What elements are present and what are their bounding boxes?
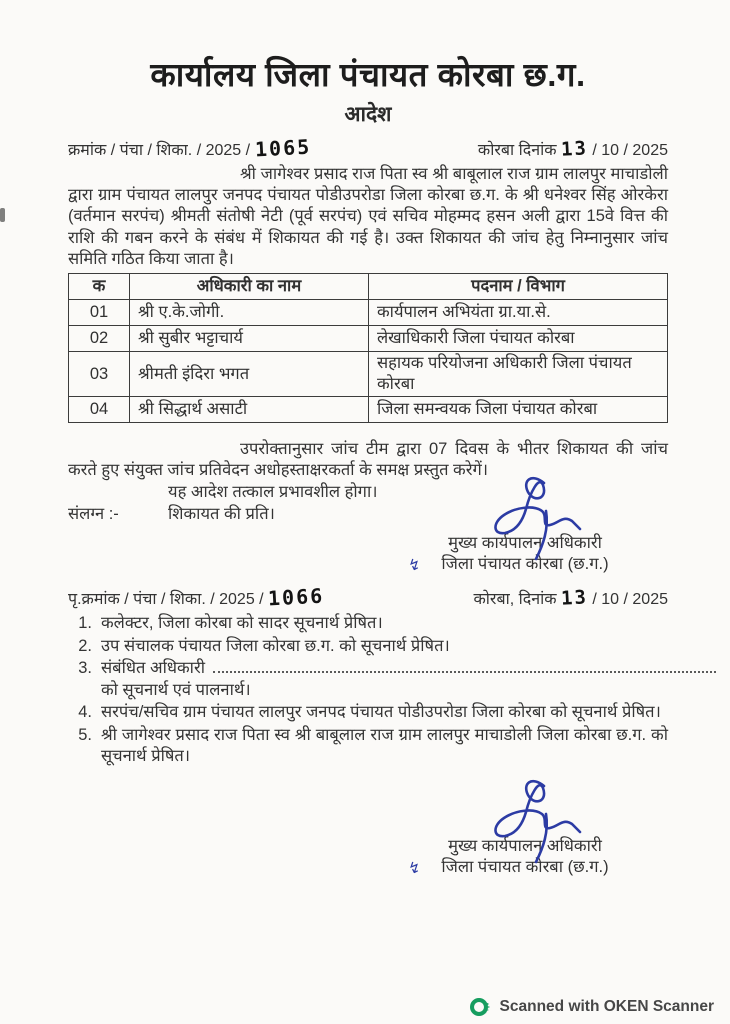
committee-table bbox=[68, 273, 668, 423]
cell-sn: 02 bbox=[69, 326, 130, 352]
list-item-text: संबंधित अधिकारी bbox=[101, 659, 205, 678]
list-item-body bbox=[101, 658, 668, 701]
instruction-paragraph: उपरोक्तानुसार जांच टीम द्वारा 07 दिवस के भीतर शिकायत की जांच करते हुए संयुक्त जांच प्रतिवेदन अधोहस्ताक्षरकर्ता के समक्ष प्रस्तुत करेगें। bbox=[68, 440, 668, 480]
table-row bbox=[69, 397, 668, 423]
table-row bbox=[69, 326, 668, 352]
signatory-org: जिला पंचायत कोरबा (छ.ग.) bbox=[441, 555, 609, 574]
intro-paragraph: श्री जागेश्वर प्रसाद राज पिता स्व श्री बाबूलाल राज ग्राम लालपुर माचाडोली द्वारा ग्राम पंचायत लालपुर जनपद पंचायत पोडीउपरोडा जिला कोरबा छ.ग. के श्री धनेश्वर सिंह ओरकेरा (वर्तमान सरपंच) श्रीमती संतोषी नेटी (पूर्व सरपंच) एवं सचिव मोहम्मद हसन अली द्वारा 15वे वित्त की राशि की गबन करने के संबंध में शिकायत की गई है। उक्त शिकायत की जांच हेतु निम्नानुसार जांच समिति गठित किया जाता है। bbox=[68, 165, 668, 268]
signature-block-1 bbox=[406, 533, 640, 576]
order-number-prefix: क्रमांक / पंचा / शिका. / 2025 / bbox=[68, 142, 251, 159]
list-item-number: 1. bbox=[78, 614, 92, 633]
list-item-continuation: को सूचनार्थ एवं पालनार्थ। bbox=[101, 680, 251, 699]
cell-name: श्री सिद्धार्थ असाटी bbox=[130, 397, 369, 423]
signature-block-2 bbox=[406, 836, 640, 878]
distribution-list bbox=[68, 613, 668, 768]
cell-name: श्री सुबीर भट्टाचार्य bbox=[130, 326, 369, 352]
signature-descender-mark: ↯ bbox=[406, 556, 422, 576]
list-item bbox=[68, 702, 668, 724]
attachment-label: संलग्न :- bbox=[68, 505, 119, 524]
scanner-credit bbox=[469, 996, 714, 1018]
order-date-prefix: कोरबा दिनांक bbox=[477, 142, 557, 159]
endorsement-date-rest: / 10 / 2025 bbox=[592, 591, 668, 609]
list-item-text: कलेक्टर, जिला कोरबा को सादर सूचनार्थ प्रेषित। bbox=[101, 614, 383, 633]
attachment-value: शिकायत की प्रति। bbox=[168, 505, 275, 524]
list-item bbox=[68, 613, 668, 635]
list-item-number: 4. bbox=[78, 703, 92, 722]
cell-sn: 01 bbox=[69, 300, 130, 326]
list-item bbox=[68, 636, 668, 658]
order-ref-row bbox=[68, 136, 668, 160]
dotted-blank-line bbox=[213, 671, 716, 673]
cell-post: सहायक परियोजना अधिकारी जिला पंचायत कोरबा bbox=[369, 352, 668, 397]
cell-post: जिला समन्वयक जिला पंचायत कोरबा bbox=[369, 397, 668, 423]
endorsement-number bbox=[68, 585, 324, 609]
oken-logo-icon bbox=[469, 996, 491, 1018]
cell-post: कार्यपालन अभियंता ग्रा.या.से. bbox=[369, 300, 668, 326]
table-row bbox=[69, 300, 668, 326]
order-number-handwritten: 1065 bbox=[253, 134, 312, 162]
list-item-number: 5. bbox=[78, 725, 92, 744]
attachment-row bbox=[68, 503, 668, 525]
order-date bbox=[478, 138, 668, 160]
endorsement-number-prefix: पृ.क्रमांक / पंचा / शिका. / 2025 / bbox=[68, 591, 264, 609]
endorsement-number-handwritten: 1066 bbox=[267, 583, 325, 611]
scan-smudge bbox=[0, 208, 5, 222]
table-header-row bbox=[69, 274, 668, 300]
list-item-text: श्री जागेश्वर प्रसाद राज पिता स्व श्री बाबूलाल राज ग्राम लालपुर माचाडोली जिला कोरबा छ.ग. को सूचनार्थ प्रेषित। bbox=[101, 725, 668, 766]
col-header-sn: क bbox=[69, 274, 130, 300]
cell-post: लेखाधिकारी जिला पंचायत कोरबा bbox=[369, 326, 668, 352]
order-heading: आदेश bbox=[344, 103, 392, 126]
endorsement-date-handwritten: 13 bbox=[560, 586, 589, 611]
fill-in-line bbox=[101, 658, 668, 680]
col-header-name: अधिकारी का नाम bbox=[130, 274, 369, 300]
order-number bbox=[68, 136, 311, 160]
col-header-post: पदनाम / विभाग bbox=[369, 274, 668, 300]
cell-sn: 03 bbox=[69, 352, 130, 397]
endorsement-date bbox=[473, 587, 668, 609]
list-item-number: 3. bbox=[78, 659, 92, 678]
order-date-handwritten: 13 bbox=[560, 137, 589, 161]
table-row bbox=[69, 352, 668, 397]
list-item-text: सरपंच/सचिव ग्राम पंचायत लालपुर जनपद पंचायत पोडीउपरोडा जिला कोरबा को सूचनार्थ प्रेषित। bbox=[101, 703, 661, 722]
list-item-number: 2. bbox=[78, 636, 92, 655]
cell-name: श्री ए.के.जोगी. bbox=[130, 300, 369, 326]
signatory-title: मुख्य कार्यपालन अधिकारी bbox=[448, 534, 602, 553]
signatory-org: जिला पंचायत कोरबा (छ.ग.) bbox=[441, 857, 609, 876]
list-item bbox=[68, 725, 668, 768]
list-item bbox=[68, 658, 668, 701]
cell-name: श्रीमती इंदिरा भगत bbox=[130, 352, 369, 397]
page-title: कार्यालय जिला पंचायत कोरबा छ.ग. bbox=[150, 56, 586, 93]
effective-line: यह आदेश तत्काल प्रभावशील होगा। bbox=[168, 483, 378, 502]
scanner-credit-text: Scanned with OKEN Scanner bbox=[499, 998, 714, 1015]
endorsement-date-prefix: कोरबा, दिनांक bbox=[473, 591, 557, 609]
cell-sn: 04 bbox=[69, 397, 130, 423]
order-date-rest: / 10 / 2025 bbox=[592, 142, 668, 159]
signatory-title: मुख्य कार्यपालन अधिकारी bbox=[448, 836, 602, 855]
endorsement-ref-row bbox=[68, 585, 668, 609]
signature-descender-mark: ↯ bbox=[406, 859, 422, 878]
list-item-text: उप संचालक पंचायत जिला कोरबा छ.ग. को सूचनार्थ प्रेषित। bbox=[101, 636, 450, 655]
